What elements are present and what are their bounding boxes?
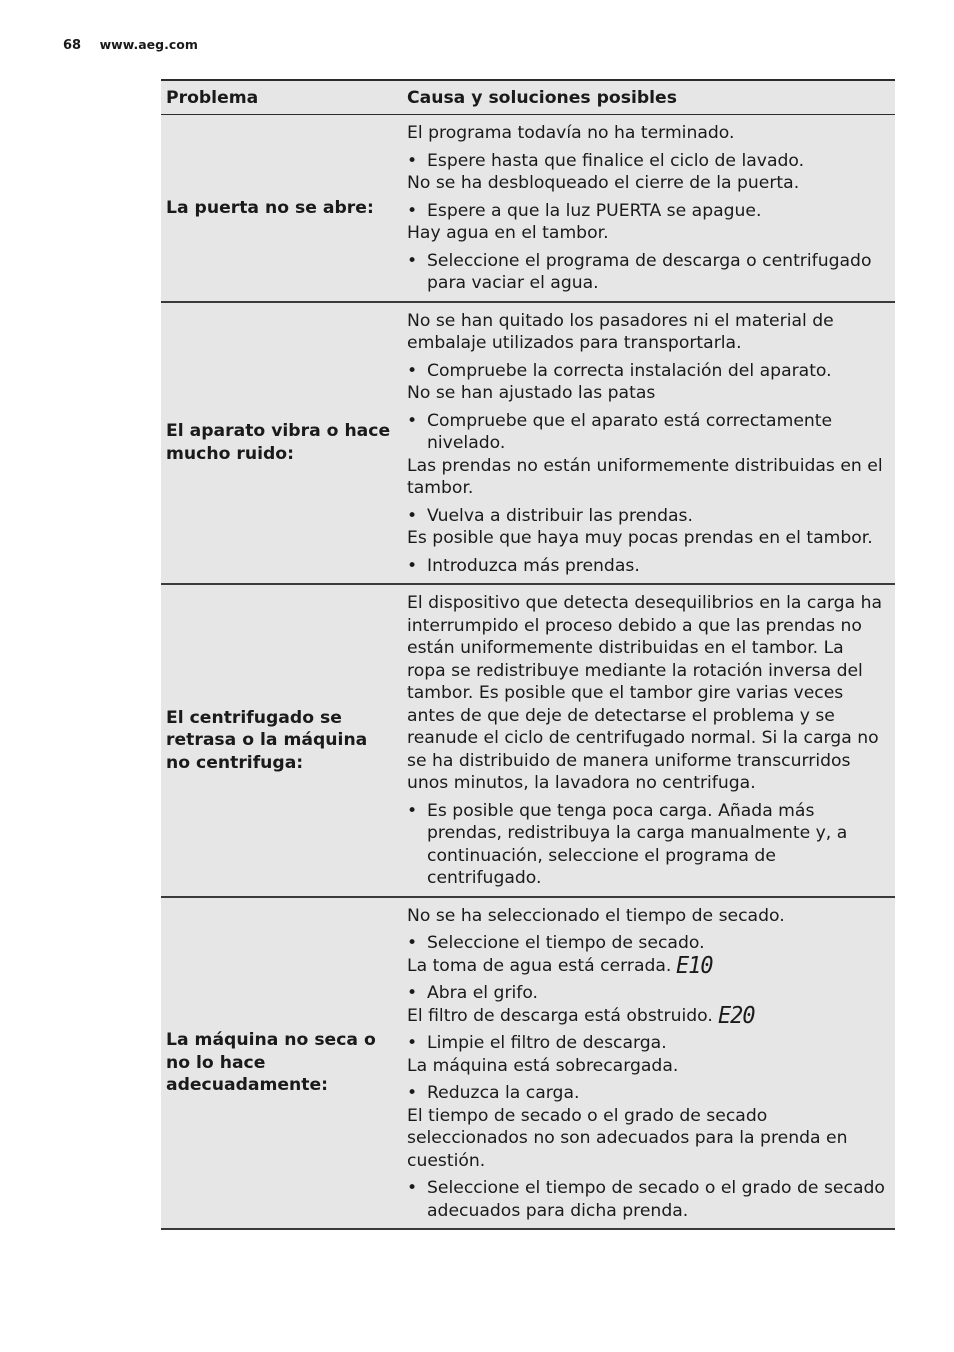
column-header-problem: Problema [161,80,402,115]
solution-text: Reduzca la carga. [427,1083,580,1103]
table-row [161,115,895,302]
page-header [63,37,198,53]
solution-item [407,1082,887,1105]
cause-item [407,905,887,928]
cause-item [407,592,887,795]
solution-text: Espere hasta que finalice el ciclo de lavado. [427,150,805,171]
solution-text: Abra el grifo. [427,983,539,1003]
solution-item [407,360,887,383]
solution-item [407,150,887,173]
solution-item [407,505,887,528]
solution-item [407,932,887,955]
cause-item [407,122,887,145]
troubleshooting-table [161,79,895,1230]
page-number: 68 [63,38,82,53]
cause-item [407,527,887,550]
table-header-row [161,80,895,115]
causes-cell [402,584,895,897]
solution-text: Espere a que la luz PUERTA se apague. [427,200,762,221]
cause-item [407,310,887,355]
column-header-causes: Causa y soluciones posibles [402,80,895,115]
error-code-display: E20 [717,1002,755,1029]
cause-text: La toma de agua está cerrada. [407,955,672,976]
solution-item [407,555,887,578]
cause-text: Hay agua en el tambor. [407,223,609,243]
cause-item [407,1002,887,1029]
solution-item [407,200,887,223]
solution-item [407,410,887,455]
cause-item [407,382,887,405]
cause-item [407,1055,887,1078]
cause-text: Es posible que haya muy pocas prendas en el tambor. [407,528,873,548]
table-body [161,115,895,1230]
problem-cell: El centrifugado se retrasa o la máquina no centrifuga: [166,707,368,773]
solution-text: Compruebe la correcta instalación del aparato. [427,360,832,381]
problem-cell: La máquina no seca o no lo hace adecuadamente: [166,1030,376,1095]
solution-text: Compruebe que el aparato está correctamente nivelado. [427,410,833,453]
cause-text: El filtro de descarga está obstruido. [407,1005,713,1026]
problem-cell: La puerta no se abre: [166,197,374,218]
cause-text: No se han ajustado las patas [407,383,656,403]
solution-item [407,800,887,890]
cause-text: El tiempo de secado o el grado de secado seleccionados no son adecuados para la prenda en cuestión. [407,1105,848,1171]
table-row [161,584,895,897]
cause-text: Las prendas no están uniformemente distribuidas en el tambor. [407,455,883,498]
cause-item [407,222,887,245]
solution-item [407,1177,887,1222]
cause-item [407,1105,887,1173]
cause-item [407,952,887,979]
cause-text: La máquina está sobrecargada. [407,1055,679,1076]
solution-text: Seleccione el tiempo de secado. [427,933,705,953]
error-code-display: E10 [676,952,713,979]
cause-item [407,455,887,500]
causes-cell [402,897,895,1230]
cause-text: El programa todavía no ha terminado. [407,123,735,143]
table-row [161,897,895,1230]
solution-text: Vuelva a distribuir las prendas. [427,505,693,526]
solution-text: Es posible que tenga poca carga. Añada más prendas, redistribuya la carga manualmente y, a continuación, seleccione el programa de centrifugado. [427,800,848,888]
causes-cell [402,115,895,302]
solution-item [407,250,887,295]
cause-text: No se han quitado los pasadores ni el material de embalaje utilizados para transportarla. [407,310,834,353]
cause-text: El dispositivo que detecta desequilibrios en la carga ha interrumpido el proceso debido a que las prendas no están uniformemente distribuidas en el tambor. La ropa se redistribuye mediante la rotación inversa del tambor. Es posible que el tambor gire varias veces antes de que deje de detectarse el problema y se reanude el ciclo de centrifugado normal. Si la carga no se ha distribuido de manera uniforme transcurridos unos minutos, la lavadora no centrifuga. [407,593,882,793]
problem-cell: El aparato vibra o hace mucho ruido: [166,421,391,464]
cause-text: No se ha desbloqueado el cierre de la puerta. [407,173,800,193]
solution-text: Seleccione el tiempo de secado o el grado de secado adecuados para dicha prenda. [427,1178,885,1221]
solution-text: Limpie el filtro de descarga. [427,1033,667,1053]
cause-item [407,172,887,195]
solution-item [407,1032,887,1055]
causes-cell [402,302,895,585]
table-row [161,302,895,585]
solution-item [407,982,887,1005]
solution-text: Introduzca más prendas. [427,555,640,576]
solution-text: Seleccione el programa de descarga o centrifugado para vaciar el agua. [427,250,872,293]
cause-text: No se ha seleccionado el tiempo de secado. [407,905,785,926]
site-url: www.aeg.com [99,37,198,52]
